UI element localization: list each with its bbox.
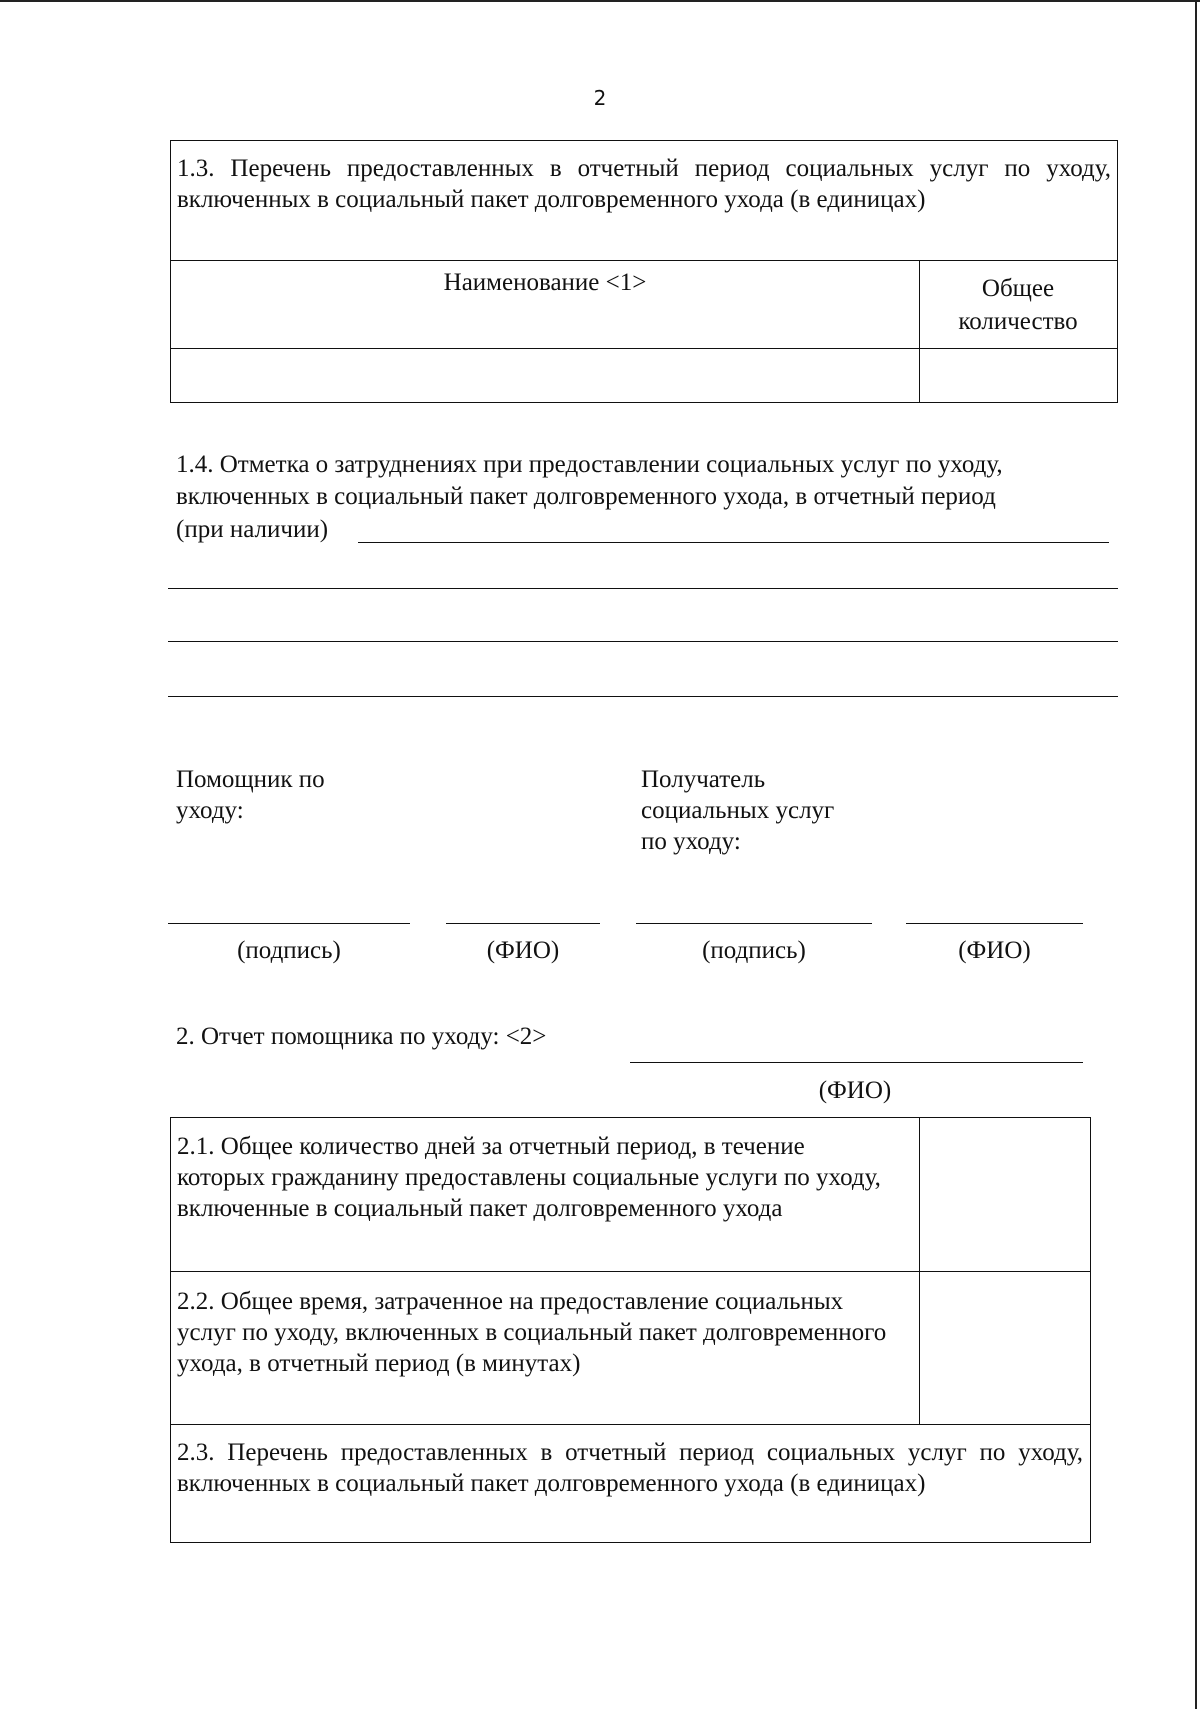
section-1-3-heading: 1.3. Перечень предоставленных в отчетный период социальных услуг по уходу, включенных в социальный пакет долговременного ухода (в единицах) — [177, 155, 1111, 213]
row-2-1-value-cell[interactable] — [920, 1118, 1090, 1271]
recipient-fio-caption: (ФИО) — [958, 937, 1031, 964]
table-1-3-empty-total-cell[interactable] — [920, 349, 1117, 402]
column-header-name: Наименование <1> — [443, 269, 647, 296]
column-header-total-line1: Общее — [981, 275, 1055, 302]
section-1-4-line2: включенных в социальный пакет долговременного ухода, в отчетный период — [176, 483, 996, 510]
section-1-4-line1: 1.4. Отметка о затруднениях при предоставлении социальных услуг по уходу, — [176, 451, 1003, 478]
table-1-3-empty-name-cell[interactable] — [171, 349, 919, 402]
assistant-signature-caption: (подпись) — [237, 937, 341, 964]
difficulty-fill-line-4[interactable] — [168, 696, 1118, 697]
recipient-label — [641, 764, 834, 857]
assistant-label-line2: уходу: — [176, 797, 244, 824]
row-2-1-text: 2.1. Общее количество дней за отчетный период, в течение которых гражданину предоставлены социальные услуги по уходу, включенные в социальный пакет долговременного ухода — [177, 1133, 881, 1222]
table-2-row-divider-2 — [171, 1424, 1090, 1425]
recipient-label-line1: Получатель — [641, 766, 766, 793]
difficulty-fill-line-1[interactable] — [358, 542, 1109, 543]
section-2-fio-line[interactable] — [630, 1062, 1083, 1063]
page-number: 2 — [593, 86, 607, 110]
table-1-3 — [170, 140, 1118, 403]
section-2-fio-caption: (ФИО) — [818, 1077, 892, 1104]
column-header-total-line2: количество — [958, 308, 1078, 335]
recipient-fio-line[interactable] — [906, 923, 1083, 924]
scan-right-edge — [1195, 0, 1197, 1709]
section-2-title: 2. Отчет помощника по уходу: <2> — [176, 1023, 547, 1050]
difficulty-fill-line-2[interactable] — [168, 588, 1118, 589]
assistant-fio-caption: (ФИО) — [486, 937, 560, 964]
assistant-label — [176, 764, 325, 826]
section-1-4-line3: (при наличии) — [176, 516, 329, 543]
column-header-total — [919, 273, 1117, 337]
row-2-2-value-cell[interactable] — [920, 1272, 1090, 1424]
recipient-label-line2: социальных услуг — [641, 797, 835, 824]
difficulty-fill-line-3[interactable] — [168, 641, 1118, 642]
table-2 — [170, 1117, 1091, 1543]
row-2-3-text: 2.3. Перечень предоставленных в отчетный период социальных услуг по уходу, включенных в социальный пакет долговременного ухода (в единицах) — [177, 1439, 1083, 1497]
row-2-2-text: 2.2. Общее время, затраченное на предоставление социальных услуг по уходу, включенных в социальный пакет долговременного ухода, в отчетный период (в минутах) — [177, 1288, 887, 1377]
scan-top-edge — [0, 0, 1200, 2]
recipient-label-line3: по уходу: — [641, 828, 741, 855]
table-1-3-header-divider — [171, 260, 1117, 261]
assistant-label-line1: Помощник по — [176, 766, 325, 793]
assistant-signature-line[interactable] — [168, 923, 410, 924]
recipient-signature-line[interactable] — [636, 923, 872, 924]
assistant-fio-line[interactable] — [446, 923, 600, 924]
recipient-signature-caption: (подпись) — [702, 937, 806, 964]
